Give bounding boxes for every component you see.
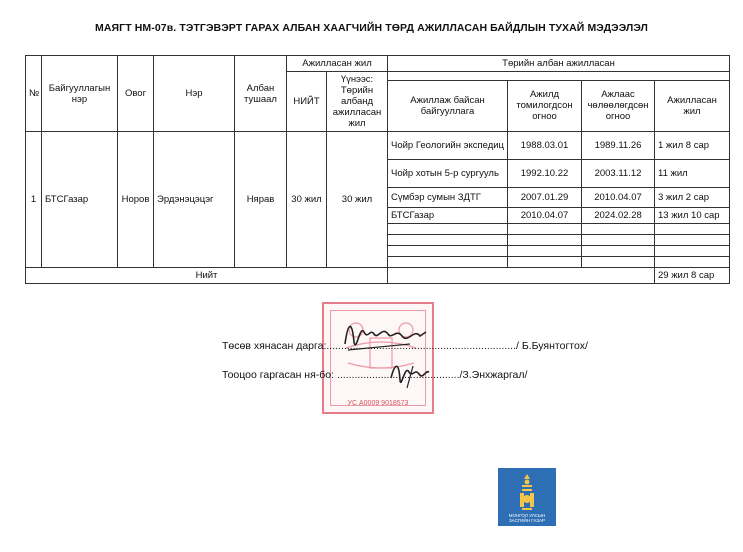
row-years: 1 жил 8 сар (655, 132, 730, 160)
empty-cell (655, 235, 730, 246)
header-hire-order: Ажилд томилогдсон огноо (508, 80, 582, 131)
header-org: Байгууллагын нэр (42, 56, 118, 132)
empty-cell (388, 224, 508, 235)
empty-cell (582, 246, 655, 257)
row-start: 2007.01.29 (508, 188, 582, 208)
footer-empty (388, 268, 655, 284)
empty-cell (508, 257, 582, 268)
empty-cell (508, 235, 582, 246)
header-worked-years: Ажилласан жил (287, 56, 388, 72)
government-logo (498, 468, 556, 526)
cell-position: Нярав (235, 132, 287, 268)
empty-cell (582, 235, 655, 246)
cell-org: БТСГазар (42, 132, 118, 268)
reviewed-by-line: Төсөв хянасан дарга:................................................................./ Б.Буянтогтох/ (222, 340, 588, 352)
header-spacer (388, 72, 730, 81)
cell-name: Эрдэнэцэцэг (154, 132, 235, 268)
empty-cell (655, 224, 730, 235)
row-org: Чойр Геологийн экспедиц (388, 132, 508, 160)
signature-upper-icon (340, 314, 430, 358)
empty-cell (508, 224, 582, 235)
row-start: 1992.10.22 (508, 160, 582, 188)
empty-cell (388, 257, 508, 268)
header-name: Нэр (154, 56, 235, 132)
cell-total: 30 жил (287, 132, 327, 268)
empty-cell (388, 235, 508, 246)
row-years: 13 жил 10 сар (655, 208, 730, 224)
empty-cell (582, 257, 655, 268)
signature-lower-icon (385, 358, 435, 394)
row-end: 2024.02.28 (582, 208, 655, 224)
logo-caption-line2: ЗАСГИЙН ГАЗАР (508, 518, 546, 523)
calculated-by-line: Тооцоо гаргасан ня-бо: ........................................../З.Энхжаргал/ (222, 369, 528, 381)
header-total: НИЙТ (287, 72, 327, 132)
logo-caption-line1: МОНГОЛ УЛСЫН (508, 513, 546, 518)
row-org: Чойр хотын 5-р сургууль (388, 160, 508, 188)
header-release-date: Ажлаас чөлөөлөгдсөн огноо (582, 80, 655, 131)
row-org: Сүмбэр сумын ЗДТГ (388, 188, 508, 208)
footer-label: Нийт (26, 268, 388, 284)
row-org: БТСГазар (388, 208, 508, 224)
empty-cell (508, 246, 582, 257)
row-start: 1988.03.01 (508, 132, 582, 160)
cell-no: 1 (26, 132, 42, 268)
stamp-text: УС А0009 9018573 (347, 400, 409, 407)
logo-caption (498, 513, 556, 523)
header-gov-service: Төрийн албан ажилласан (388, 56, 730, 72)
header-no: № (26, 56, 42, 132)
footer-total: 29 жил 8 сар (655, 268, 730, 284)
row-end: 2003.11.12 (582, 160, 655, 188)
service-table (25, 55, 730, 284)
header-surname: Овог (118, 56, 154, 132)
header-worked-years2: Ажилласан жил (655, 80, 730, 131)
empty-cell (582, 224, 655, 235)
row-end: 1989.11.26 (582, 132, 655, 160)
empty-cell (388, 246, 508, 257)
row-end: 2010.04.07 (582, 188, 655, 208)
header-position: Албан тушаал (235, 56, 287, 132)
empty-cell (655, 257, 730, 268)
cell-gov-years: 30 жил (327, 132, 388, 268)
row-start: 2010.04.07 (508, 208, 582, 224)
cell-surname: Норов (118, 132, 154, 268)
document-title: МАЯГТ НМ-07в. ТЭТГЭВЭРТ ГАРАХ АЛБАН ХААГЧИЙН ТӨРД АЖИЛЛАСАН БАЙДЛЫН ТУХАЙ МЭДЭЭЛЭЛ (94, 22, 649, 34)
header-of-which: Үүнээс: Төрийн албанд ажилласан жил (327, 72, 388, 132)
row-years: 3 жил 2 сар (655, 188, 730, 208)
soyombo-icon (498, 471, 556, 511)
header-worked-org: Ажиллаж байсан байгууллага (388, 80, 508, 131)
row-years: 11 жил (655, 160, 730, 188)
empty-cell (655, 246, 730, 257)
